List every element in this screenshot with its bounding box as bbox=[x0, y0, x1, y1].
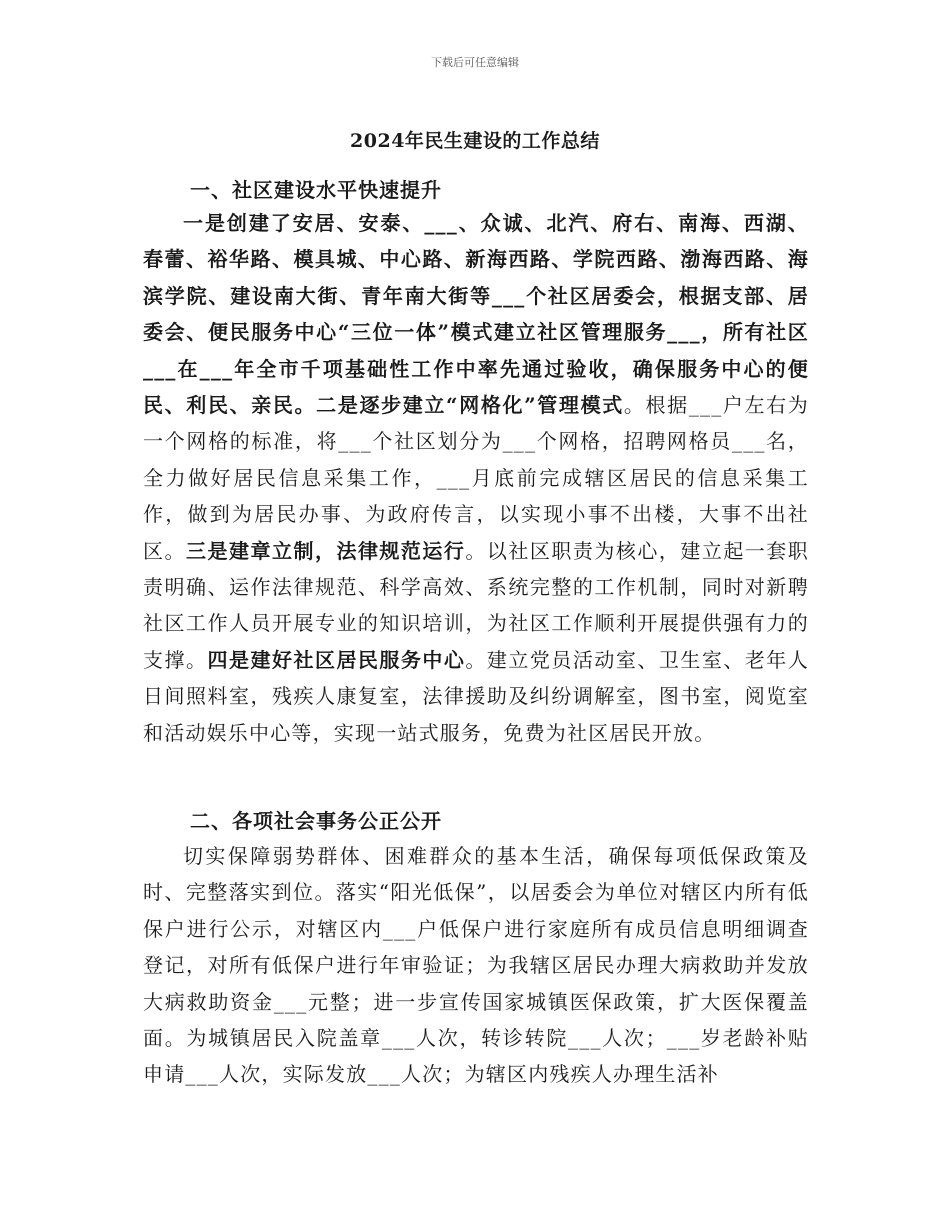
text-segment-2: 。以社区职责为核心，建立起一套职责明确、运作法律规范、科学高效、系统完整的工作机制，同时对新聘社区工作人员开展专业的知识培训，为社区工作顺利开展提供强有力的支撑。 bbox=[143, 538, 809, 672]
section-heading-2: 二、各项社会事务公正公开 bbox=[190, 809, 442, 833]
section-1-paragraph bbox=[143, 205, 809, 751]
section-heading-1: 一、社区建设水平快速提升 bbox=[190, 178, 442, 202]
text-segment-1: 。根据___户左右为一个网格的标准，将___个社区划分为___个网格，招聘网格员___名，全力做好居民信息采集工作，___月底前完成辖区居民的信息采集工作，做到为居民办事、为政府传言，以实现小事不出楼，大事不出社区。 bbox=[143, 393, 809, 563]
bold-segment-2: 三是建章立制，法律规范运行 bbox=[186, 538, 466, 563]
page-header: 下载后可任意编辑 bbox=[431, 56, 519, 69]
bold-segment-1: 一是创建了安居、安泰、___、众诚、北汽、府右、南海、西湖、春蕾、裕华路、模具城、中心路、新海西路、学院西路、渤海西路、海滨学院、建设南大街、青年南大街等___个社区居委会，根据支部、居委会、便民服务中心“三位一体”模式建立社区管理服务___，所有社区___在___年全市千项基础性工作中率先通过验收，确保服务中心的便民、利民、亲民。二是逐步建立“网格化”管理模式 bbox=[143, 211, 809, 418]
bold-segment-3: 四是建好社区居民服务中心 bbox=[207, 647, 466, 672]
section-2-paragraph: 切实保障弱势群体、困难群众的基本生活，确保每项低保政策及时、完整落实到位。落实“阳光低保”，以居委会为单位对辖区内所有低保户进行公示，对辖区内___户低保户进行家庭所有成员信息明细调查登记，对所有低保户进行年审验证；为我辖区居民办理大病救助并发放大病救助资金___元整；进一步宣传国家城镇医保政策，扩大医保覆盖面。为城镇居民入院盖章___人次，转诊转院___人次；___岁老龄补贴申请___人次，实际发放___人次；为辖区内残疾人办理生活补 bbox=[143, 844, 809, 1087]
document-title: 2024年民生建设的工作总结 bbox=[350, 130, 600, 152]
text-segment-3: 。建立党员活动室、卫生室、老年人日间照料室，残疾人康复室，法律援助及纠纷调解室，图书室，阅览室和活动娱乐中心等，实现一站式服务，免费为社区居民开放。 bbox=[143, 647, 809, 745]
